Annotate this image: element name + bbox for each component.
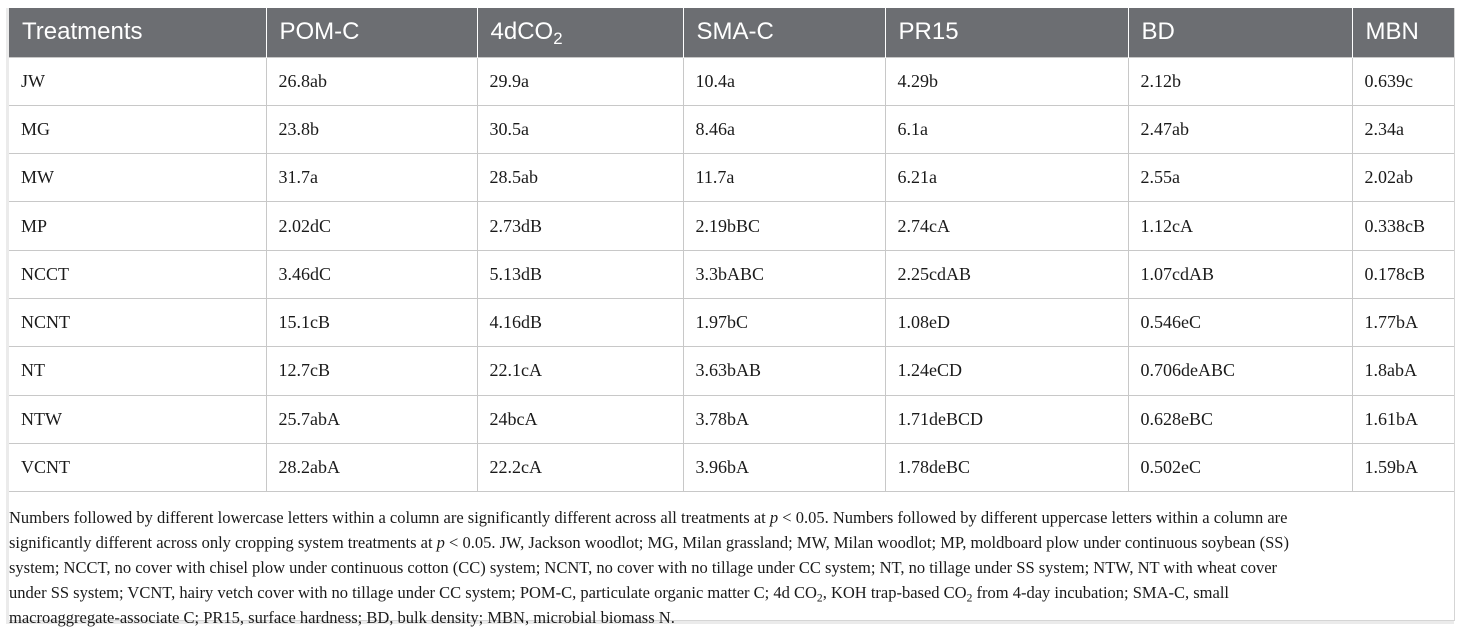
column-header-pr15 <box>885 8 1128 57</box>
value-cell: 2.19bBC <box>683 202 885 250</box>
value-cell: 2.12b <box>1128 57 1352 105</box>
value-cell: 22.1cA <box>477 347 683 395</box>
value-cell: 30.5a <box>477 105 683 153</box>
table-row <box>9 154 1454 202</box>
value-cell: 0.546eC <box>1128 298 1352 346</box>
value-cell: 11.7a <box>683 154 885 202</box>
value-cell: 1.12cA <box>1128 202 1352 250</box>
value-cell: 1.71deBCD <box>885 395 1128 443</box>
value-cell: 1.24eCD <box>885 347 1128 395</box>
value-cell: 2.47ab <box>1128 105 1352 153</box>
data-table <box>9 8 1454 492</box>
column-header-label: POM-C <box>279 18 360 46</box>
value-cell: 3.78bA <box>683 395 885 443</box>
column-header-label: BD <box>1141 18 1175 46</box>
treatment-cell: NCNT <box>9 298 266 346</box>
value-cell: 2.02dC <box>266 202 477 250</box>
value-cell: 3.96bA <box>683 443 885 491</box>
value-cell: 26.8ab <box>266 57 477 105</box>
column-header-label: SMA-C <box>696 18 774 46</box>
column-header-label: MBN <box>1365 18 1419 46</box>
value-cell: 1.97bC <box>683 298 885 346</box>
value-cell: 2.55a <box>1128 154 1352 202</box>
value-cell: 25.7abA <box>266 395 477 443</box>
treatment-cell: MG <box>9 105 266 153</box>
value-cell: 1.07cdAB <box>1128 250 1352 298</box>
value-cell: 28.2abA <box>266 443 477 491</box>
footnote-line-2: significantly different across only cropping system treatments at p < 0.05. JW, Jackson woodlot; MG, Milan grassland; MW, Milan woodlot; MP, moldboard plow under continuous soybean (SS) <box>9 533 1289 552</box>
table-row <box>9 395 1454 443</box>
column-header-sma-c <box>683 8 885 57</box>
table-row <box>9 443 1454 491</box>
table-row <box>9 347 1454 395</box>
value-cell: 2.74cA <box>885 202 1128 250</box>
value-cell: 3.63bAB <box>683 347 885 395</box>
table-footnote <box>9 497 1454 630</box>
value-cell: 23.8b <box>266 105 477 153</box>
value-cell: 12.7cB <box>266 347 477 395</box>
value-cell: 0.178cB <box>1352 250 1454 298</box>
value-cell: 1.78deBC <box>885 443 1128 491</box>
treatment-cell: NT <box>9 347 266 395</box>
value-cell: 0.628eBC <box>1128 395 1352 443</box>
footnote-line-5: macroaggregate-associate C; PR15, surface hardness; BD, bulk density; MBN, microbial biomass N. <box>9 608 675 627</box>
table-row <box>9 105 1454 153</box>
table-body <box>9 57 1454 492</box>
value-cell: 3.46dC <box>266 250 477 298</box>
value-cell: 6.1a <box>885 105 1128 153</box>
value-cell: 8.46a <box>683 105 885 153</box>
value-cell: 31.7a <box>266 154 477 202</box>
footnote-line-4: under SS system; VCNT, hairy vetch cover with no tillage under CC system; POM-C, particulate organic matter C; 4d $CO_2$, KOH trap-based $CO_2$ from 4-day incubation; SMA-C, small <box>9 583 1230 605</box>
column-header-label: PR15 <box>898 18 959 46</box>
value-cell: 4.16dB <box>477 298 683 346</box>
value-cell: 0.338cB <box>1352 202 1454 250</box>
treatment-cell: MW <box>9 154 266 202</box>
value-cell: 29.9a <box>477 57 683 105</box>
table-row <box>9 298 1454 346</box>
column-header-bd <box>1128 8 1352 57</box>
value-cell: 2.73dB <box>477 202 683 250</box>
column-header-mbn <box>1352 8 1454 57</box>
table-row <box>9 202 1454 250</box>
value-cell: 3.3bABC <box>683 250 885 298</box>
value-cell: 10.4a <box>683 57 885 105</box>
column-header-label: 4dCO <box>490 18 554 46</box>
column-header-label: Treatments <box>22 18 143 46</box>
value-cell: 22.2cA <box>477 443 683 491</box>
treatment-cell: JW <box>9 57 266 105</box>
value-cell: 0.502eC <box>1128 443 1352 491</box>
column-header-treatments <box>9 8 266 57</box>
value-cell: 1.8abA <box>1352 347 1454 395</box>
table-frame <box>6 8 1454 627</box>
table-row <box>9 250 1454 298</box>
footnote-line-1: Numbers followed by different lowercase letters within a column are significantly different across all treatments at p < 0.05. Numbers followed by different uppercase letters within a column are <box>9 508 1288 527</box>
value-cell: 0.639c <box>1352 57 1454 105</box>
column-header-4dco2 <box>477 8 683 57</box>
value-cell: 5.13dB <box>477 250 683 298</box>
column-header-subscript: 2 <box>553 29 563 49</box>
value-cell: 15.1cB <box>266 298 477 346</box>
table-container <box>9 8 1455 627</box>
treatment-cell: VCNT <box>9 443 266 491</box>
column-header-pom-c <box>266 8 477 57</box>
treatment-cell: MP <box>9 202 266 250</box>
value-cell: 28.5ab <box>477 154 683 202</box>
value-cell: 1.59bA <box>1352 443 1454 491</box>
treatment-cell: NTW <box>9 395 266 443</box>
header-row <box>9 8 1454 57</box>
value-cell: 2.02ab <box>1352 154 1454 202</box>
value-cell: 0.706deABC <box>1128 347 1352 395</box>
value-cell: 2.34a <box>1352 105 1454 153</box>
treatment-cell: NCCT <box>9 250 266 298</box>
value-cell: 2.25cdAB <box>885 250 1128 298</box>
value-cell: 6.21a <box>885 154 1128 202</box>
table-header <box>9 8 1454 57</box>
value-cell: 1.61bA <box>1352 395 1454 443</box>
value-cell: 1.77bA <box>1352 298 1454 346</box>
table-row <box>9 57 1454 105</box>
value-cell: 1.08eD <box>885 298 1128 346</box>
footnote-line-3: system; NCCT, no cover with chisel plow under continuous cotton (CC) system; NCNT, no cover with no tillage under CC system; NT, no tillage under SS system; NTW, NT with wheat cover <box>9 558 1278 577</box>
value-cell: 4.29b <box>885 57 1128 105</box>
value-cell: 24bcA <box>477 395 683 443</box>
